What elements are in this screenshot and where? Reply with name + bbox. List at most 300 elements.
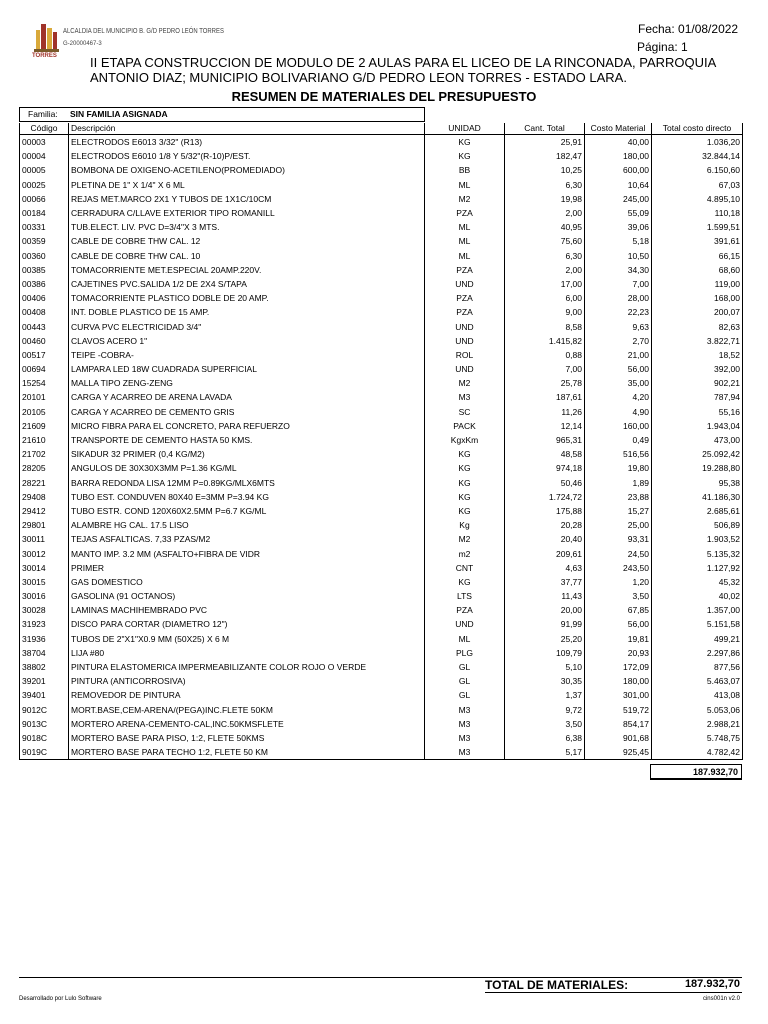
row-description: CARGA Y ACARREO DE ARENA LAVADA xyxy=(69,390,425,404)
row-description: PRIMER xyxy=(69,561,425,575)
row-total-cost: 168,00 xyxy=(652,291,743,305)
row-total-cost: 55,16 xyxy=(652,405,743,419)
row-total-cost: 413,08 xyxy=(652,688,743,702)
row-unit: ML xyxy=(425,249,505,263)
row-unit: M2 xyxy=(425,192,505,206)
row-quantity: 187,61 xyxy=(505,390,585,404)
table-row xyxy=(20,717,743,731)
row-material-cost: 4,90 xyxy=(585,405,652,419)
row-total-cost: 5.463,07 xyxy=(652,674,743,688)
row-description: LAMPARA LED 18W CUADRADA SUPERFICIAL xyxy=(69,362,425,376)
table-row xyxy=(20,234,743,248)
row-description: LAMINAS MACHIHEMBRADO PVC xyxy=(69,603,425,617)
row-description: TUBOS DE 2"X1"X0.9 MM (50X25) X 6 M xyxy=(69,632,425,646)
row-code: 9018C xyxy=(20,731,69,745)
row-description: TOMACORRIENTE MET.ESPECIAL 20AMP.220V. xyxy=(69,263,425,277)
family-label: Familia: xyxy=(28,109,58,119)
row-material-cost: 172,09 xyxy=(585,660,652,674)
row-material-cost: 21,00 xyxy=(585,348,652,362)
row-total-cost: 499,21 xyxy=(652,632,743,646)
row-quantity: 109,79 xyxy=(505,646,585,660)
row-quantity: 6,30 xyxy=(505,178,585,192)
subtotal-box: 187.932,70 xyxy=(650,764,742,780)
row-unit: PLG xyxy=(425,646,505,660)
row-total-cost: 473,00 xyxy=(652,433,743,447)
row-quantity: 5,10 xyxy=(505,660,585,674)
table-row xyxy=(20,163,743,177)
row-material-cost: 4,20 xyxy=(585,390,652,404)
row-unit: KG xyxy=(425,461,505,475)
page-label: Página: xyxy=(637,40,678,54)
table-row xyxy=(20,206,743,220)
row-code: 00460 xyxy=(20,334,69,348)
row-quantity: 6,00 xyxy=(505,291,585,305)
row-description: MORT.BASE,CEM-ARENA/(PEGA)INC.FLETE 50KM xyxy=(69,703,425,717)
row-description: CERRADURA C/LLAVE EXTERIOR TIPO ROMANILL xyxy=(69,206,425,220)
row-unit: UND xyxy=(425,334,505,348)
row-material-cost: 180,00 xyxy=(585,674,652,688)
row-unit: UND xyxy=(425,277,505,291)
row-quantity: 2,00 xyxy=(505,206,585,220)
row-description: CARGA Y ACARREO DE CEMENTO GRIS xyxy=(69,405,425,419)
row-total-cost: 1.036,20 xyxy=(652,135,743,150)
row-material-cost: 5,18 xyxy=(585,234,652,248)
row-quantity: 1.415,82 xyxy=(505,334,585,348)
row-quantity: 209,61 xyxy=(505,546,585,560)
row-quantity: 40,95 xyxy=(505,220,585,234)
row-description: CABLE DE COBRE THW CAL. 12 xyxy=(69,234,425,248)
row-quantity: 1,37 xyxy=(505,688,585,702)
header-quantity: Cant. Total xyxy=(505,123,585,135)
row-unit: PZA xyxy=(425,603,505,617)
table-row xyxy=(20,319,743,333)
row-unit: GL xyxy=(425,660,505,674)
table-row xyxy=(20,192,743,206)
row-unit: M3 xyxy=(425,731,505,745)
row-unit: UND xyxy=(425,319,505,333)
row-material-cost: 20,93 xyxy=(585,646,652,660)
row-code: 21609 xyxy=(20,419,69,433)
row-description: ALAMBRE HG CAL. 17.5 LISO xyxy=(69,518,425,532)
row-code: 9013C xyxy=(20,717,69,731)
row-quantity: 11,43 xyxy=(505,589,585,603)
table-row xyxy=(20,263,743,277)
row-code: 28205 xyxy=(20,461,69,475)
row-total-cost: 902,21 xyxy=(652,376,743,390)
table-row xyxy=(20,504,743,518)
report-version: cins001n v2.0 xyxy=(702,996,740,1002)
row-unit: M3 xyxy=(425,703,505,717)
row-code: 29412 xyxy=(20,504,69,518)
row-material-cost: 22,23 xyxy=(585,305,652,319)
row-material-cost: 160,00 xyxy=(585,419,652,433)
logo-caption: TORRES xyxy=(32,53,57,59)
row-unit: CNT xyxy=(425,561,505,575)
document-title: II ETAPA CONSTRUCCION DE MODULO DE 2 AULAS PARA EL LICEO DE LA RINCONADA, PARROQUIA ANTONIO DIAZ; MUNICIPIO BOLIVARIANO G/D PEDRO LEON TORRES - ESTADO LARA. xyxy=(90,55,716,85)
table-row xyxy=(20,405,743,419)
row-quantity: 6,38 xyxy=(505,731,585,745)
table-row xyxy=(20,135,743,150)
row-quantity: 17,00 xyxy=(505,277,585,291)
row-quantity: 965,31 xyxy=(505,433,585,447)
row-unit: SC xyxy=(425,405,505,419)
page-field xyxy=(637,40,688,54)
row-unit: PZA xyxy=(425,263,505,277)
row-material-cost: 180,00 xyxy=(585,149,652,163)
row-unit: KG xyxy=(425,447,505,461)
family-box xyxy=(19,107,425,122)
row-code: 31923 xyxy=(20,617,69,631)
date-field xyxy=(638,22,738,36)
row-quantity: 9,00 xyxy=(505,305,585,319)
row-material-cost: 600,00 xyxy=(585,163,652,177)
row-total-cost: 787,94 xyxy=(652,390,743,404)
row-material-cost: 516,56 xyxy=(585,447,652,461)
row-code: 38802 xyxy=(20,660,69,674)
row-code: 20105 xyxy=(20,405,69,419)
row-unit: ROL xyxy=(425,348,505,362)
row-unit: M3 xyxy=(425,390,505,404)
row-description: CLAVOS ACERO 1" xyxy=(69,334,425,348)
row-material-cost: 19,80 xyxy=(585,461,652,475)
table-row xyxy=(20,632,743,646)
row-quantity: 175,88 xyxy=(505,504,585,518)
table-row xyxy=(20,249,743,263)
row-description: TUBO EST. CONDUVEN 80X40 E=3MM P=3.94 KG xyxy=(69,490,425,504)
row-total-cost: 4.895,10 xyxy=(652,192,743,206)
row-material-cost: 243,50 xyxy=(585,561,652,575)
row-material-cost: 40,00 xyxy=(585,135,652,150)
table-row xyxy=(20,419,743,433)
row-unit: GL xyxy=(425,674,505,688)
row-total-cost: 19.288,80 xyxy=(652,461,743,475)
row-unit: M2 xyxy=(425,532,505,546)
row-material-cost: 854,17 xyxy=(585,717,652,731)
row-material-cost: 3,50 xyxy=(585,589,652,603)
row-total-cost: 25.092,42 xyxy=(652,447,743,461)
row-unit: PZA xyxy=(425,291,505,305)
table-header-row xyxy=(20,123,743,135)
row-total-cost: 66,15 xyxy=(652,249,743,263)
row-quantity: 8,58 xyxy=(505,319,585,333)
row-unit: ML xyxy=(425,234,505,248)
row-quantity: 5,17 xyxy=(505,745,585,760)
row-code: 30011 xyxy=(20,532,69,546)
row-description: ELECTRODOS E6010 1/8 Y 5/32"(R-10)P/EST. xyxy=(69,149,425,163)
table-row xyxy=(20,731,743,745)
row-unit: UND xyxy=(425,362,505,376)
row-code: 9019C xyxy=(20,745,69,760)
row-material-cost: 25,00 xyxy=(585,518,652,532)
row-material-cost: 56,00 xyxy=(585,362,652,376)
row-total-cost: 1.127,92 xyxy=(652,561,743,575)
total-underline xyxy=(485,992,742,993)
row-code: 00066 xyxy=(20,192,69,206)
row-code: 38704 xyxy=(20,646,69,660)
row-material-cost: 55,09 xyxy=(585,206,652,220)
row-code: 00385 xyxy=(20,263,69,277)
row-code: 20101 xyxy=(20,390,69,404)
row-total-cost: 68,60 xyxy=(652,263,743,277)
row-total-cost: 2.297,86 xyxy=(652,646,743,660)
row-unit: ML xyxy=(425,220,505,234)
row-quantity: 37,77 xyxy=(505,575,585,589)
row-quantity: 25,20 xyxy=(505,632,585,646)
table-row xyxy=(20,291,743,305)
row-unit: ML xyxy=(425,178,505,192)
row-material-cost: 7,00 xyxy=(585,277,652,291)
row-material-cost: 19,81 xyxy=(585,632,652,646)
row-unit: PZA xyxy=(425,206,505,220)
row-code: 00408 xyxy=(20,305,69,319)
row-code: 00005 xyxy=(20,163,69,177)
table-row xyxy=(20,703,743,717)
row-unit: M2 xyxy=(425,376,505,390)
row-material-cost: 28,00 xyxy=(585,291,652,305)
row-total-cost: 5.053,06 xyxy=(652,703,743,717)
row-description: BARRA REDONDA LISA 12MM P=0.89KG/MLX6MTS xyxy=(69,476,425,490)
row-total-cost: 2.685,61 xyxy=(652,504,743,518)
row-material-cost: 35,00 xyxy=(585,376,652,390)
header-code: Código xyxy=(20,123,69,135)
row-description: GASOLINA (91 OCTANOS) xyxy=(69,589,425,603)
row-material-cost: 2,70 xyxy=(585,334,652,348)
row-total-cost: 1.943,04 xyxy=(652,419,743,433)
row-description: TUB.ELECT. LIV. PVC D=3/4"X 3 MTS. xyxy=(69,220,425,234)
row-description: MALLA TIPO ZENG-ZENG xyxy=(69,376,425,390)
footer-divider xyxy=(19,977,742,978)
row-code: 29408 xyxy=(20,490,69,504)
row-total-cost: 119,00 xyxy=(652,277,743,291)
table-row xyxy=(20,348,743,362)
row-material-cost: 0,49 xyxy=(585,433,652,447)
table-row xyxy=(20,589,743,603)
row-quantity: 48,58 xyxy=(505,447,585,461)
row-total-cost: 1.599,51 xyxy=(652,220,743,234)
row-total-cost: 2.988,21 xyxy=(652,717,743,731)
row-code: 30016 xyxy=(20,589,69,603)
row-quantity: 50,46 xyxy=(505,476,585,490)
row-total-cost: 5.748,75 xyxy=(652,731,743,745)
table-row xyxy=(20,490,743,504)
row-material-cost: 67,85 xyxy=(585,603,652,617)
row-code: 00025 xyxy=(20,178,69,192)
row-quantity: 1.724,72 xyxy=(505,490,585,504)
row-quantity: 4,63 xyxy=(505,561,585,575)
row-unit: Kg xyxy=(425,518,505,532)
table-row xyxy=(20,305,743,319)
row-material-cost: 901,68 xyxy=(585,731,652,745)
table-row xyxy=(20,688,743,702)
row-total-cost: 32.844,14 xyxy=(652,149,743,163)
row-unit: M3 xyxy=(425,745,505,760)
row-total-cost: 5.135,32 xyxy=(652,546,743,560)
header-unit: UNIDAD xyxy=(425,123,505,135)
row-description: TOMACORRIENTE PLASTICO DOBLE DE 20 AMP. xyxy=(69,291,425,305)
row-material-cost: 34,30 xyxy=(585,263,652,277)
row-unit: m2 xyxy=(425,546,505,560)
software-credit: Desarrollado por Lulo Software xyxy=(19,996,102,1002)
row-quantity: 11,26 xyxy=(505,405,585,419)
row-code: 15254 xyxy=(20,376,69,390)
table-row xyxy=(20,745,743,760)
row-total-cost: 6.150,60 xyxy=(652,163,743,177)
page-value: 1 xyxy=(681,40,688,54)
date-value: 01/08/2022 xyxy=(678,22,739,36)
row-description: REMOVEDOR DE PINTURA xyxy=(69,688,425,702)
row-unit: UND xyxy=(425,617,505,631)
row-description: MORTERO BASE PARA TECHO 1:2, FLETE 50 KM xyxy=(69,745,425,760)
row-quantity: 7,00 xyxy=(505,362,585,376)
table-row xyxy=(20,277,743,291)
row-description: MORTERO ARENA-CEMENTO-CAL,INC.50KMSFLETE xyxy=(69,717,425,731)
header-description: Descripción xyxy=(69,123,425,135)
row-quantity: 974,18 xyxy=(505,461,585,475)
document-subtitle: RESUMEN DE MATERIALES DEL PRESUPUESTO xyxy=(231,89,537,104)
row-description: BOMBONA DE OXIGENO-ACETILENO(PROMEDIADO) xyxy=(69,163,425,177)
row-quantity: 10,25 xyxy=(505,163,585,177)
row-description: CABLE DE COBRE THW CAL. 10 xyxy=(69,249,425,263)
row-quantity: 20,40 xyxy=(505,532,585,546)
row-description: GAS DOMESTICO xyxy=(69,575,425,589)
row-code: 30014 xyxy=(20,561,69,575)
row-unit: KgxKm xyxy=(425,433,505,447)
row-description: TRANSPORTE DE CEMENTO HASTA 50 KMS. xyxy=(69,433,425,447)
row-unit: PZA xyxy=(425,305,505,319)
row-code: 9012C xyxy=(20,703,69,717)
organization-rif: G-20000467-3 xyxy=(63,41,102,47)
table-row xyxy=(20,575,743,589)
row-total-cost: 1.903,52 xyxy=(652,532,743,546)
table-row xyxy=(20,390,743,404)
materials-table xyxy=(19,123,742,760)
row-description: MORTERO BASE PARA PISO, 1:2, FLETE 50KMS xyxy=(69,731,425,745)
row-code: 00331 xyxy=(20,220,69,234)
row-code: 00359 xyxy=(20,234,69,248)
table-row xyxy=(20,334,743,348)
row-quantity: 30,35 xyxy=(505,674,585,688)
table-row xyxy=(20,518,743,532)
row-quantity: 3,50 xyxy=(505,717,585,731)
row-description: PLETINA DE 1" X 1/4" X 6 ML xyxy=(69,178,425,192)
row-quantity: 25,91 xyxy=(505,135,585,150)
row-description: CAJETINES PVC.SALIDA 1/2 DE 2X4 S/TAPA xyxy=(69,277,425,291)
row-description: TEIPE -COBRA- xyxy=(69,348,425,362)
table-row xyxy=(20,561,743,575)
row-material-cost: 93,31 xyxy=(585,532,652,546)
municipal-logo-icon xyxy=(32,20,62,54)
row-unit: KG xyxy=(425,575,505,589)
row-total-cost: 95,38 xyxy=(652,476,743,490)
table-row xyxy=(20,603,743,617)
row-total-cost: 4.782,42 xyxy=(652,745,743,760)
row-code: 30028 xyxy=(20,603,69,617)
row-unit: ML xyxy=(425,632,505,646)
row-description: PINTURA ELASTOMERICA IMPERMEABILIZANTE COLOR ROJO O VERDE xyxy=(69,660,425,674)
row-material-cost: 15,27 xyxy=(585,504,652,518)
table-row xyxy=(20,660,743,674)
row-code: 00386 xyxy=(20,277,69,291)
family-value: SIN FAMILIA ASIGNADA xyxy=(70,109,168,119)
row-total-cost: 41.186,30 xyxy=(652,490,743,504)
row-code: 21702 xyxy=(20,447,69,461)
row-description: ELECTRODOS E6013 3/32" (R13) xyxy=(69,135,425,150)
row-code: 30012 xyxy=(20,546,69,560)
row-description: LIJA #80 xyxy=(69,646,425,660)
row-description: INT. DOBLE PLASTICO DE 15 AMP. xyxy=(69,305,425,319)
row-material-cost: 56,00 xyxy=(585,617,652,631)
row-code: 30015 xyxy=(20,575,69,589)
row-total-cost: 18,52 xyxy=(652,348,743,362)
row-code: 00360 xyxy=(20,249,69,263)
row-quantity: 6,30 xyxy=(505,249,585,263)
row-quantity: 20,00 xyxy=(505,603,585,617)
row-unit: KG xyxy=(425,135,505,150)
row-code: 00406 xyxy=(20,291,69,305)
header-total-cost: Total costo directo xyxy=(652,123,743,135)
table-row xyxy=(20,220,743,234)
row-total-cost: 3.822,71 xyxy=(652,334,743,348)
row-description: PINTURA (ANTICORROSIVA) xyxy=(69,674,425,688)
row-description: CURVA PVC ELECTRICIDAD 3/4" xyxy=(69,319,425,333)
organization-name: ALCALDIA DEL MUNICIPIO B. G/D PEDRO LEÓN TORRES xyxy=(63,28,224,35)
header-material-cost: Costo Material xyxy=(585,123,652,135)
table-row xyxy=(20,149,743,163)
table-row xyxy=(20,433,743,447)
table-row xyxy=(20,532,743,546)
row-unit: BB xyxy=(425,163,505,177)
date-label: Fecha: xyxy=(638,22,675,36)
table-row xyxy=(20,447,743,461)
table-row xyxy=(20,376,743,390)
row-code: 00517 xyxy=(20,348,69,362)
row-unit: KG xyxy=(425,504,505,518)
row-material-cost: 301,00 xyxy=(585,688,652,702)
row-code: 00694 xyxy=(20,362,69,376)
table-row xyxy=(20,178,743,192)
row-quantity: 9,72 xyxy=(505,703,585,717)
table-row xyxy=(20,617,743,631)
row-quantity: 0,88 xyxy=(505,348,585,362)
row-unit: M3 xyxy=(425,717,505,731)
row-code: 31936 xyxy=(20,632,69,646)
row-total-cost: 67,03 xyxy=(652,178,743,192)
row-material-cost: 245,00 xyxy=(585,192,652,206)
row-total-cost: 45,32 xyxy=(652,575,743,589)
row-total-cost: 506,89 xyxy=(652,518,743,532)
table-row xyxy=(20,362,743,376)
table-row xyxy=(20,674,743,688)
row-total-cost: 5.151,58 xyxy=(652,617,743,631)
row-code: 29801 xyxy=(20,518,69,532)
row-quantity: 182,47 xyxy=(505,149,585,163)
row-total-cost: 877,56 xyxy=(652,660,743,674)
row-unit: KG xyxy=(425,490,505,504)
row-quantity: 19,98 xyxy=(505,192,585,206)
total-materials-value: 187.932,70 xyxy=(684,978,740,990)
row-unit: GL xyxy=(425,688,505,702)
row-unit: LTS xyxy=(425,589,505,603)
row-code: 39201 xyxy=(20,674,69,688)
row-description: SIKADUR 32 PRIMER (0,4 KG/M2) xyxy=(69,447,425,461)
row-material-cost: 10,50 xyxy=(585,249,652,263)
row-material-cost: 10,64 xyxy=(585,178,652,192)
row-code: 28221 xyxy=(20,476,69,490)
table-row xyxy=(20,546,743,560)
row-description: TEJAS ASFALTICAS. 7,33 PZAS/M2 xyxy=(69,532,425,546)
table-row xyxy=(20,461,743,475)
row-total-cost: 110,18 xyxy=(652,206,743,220)
